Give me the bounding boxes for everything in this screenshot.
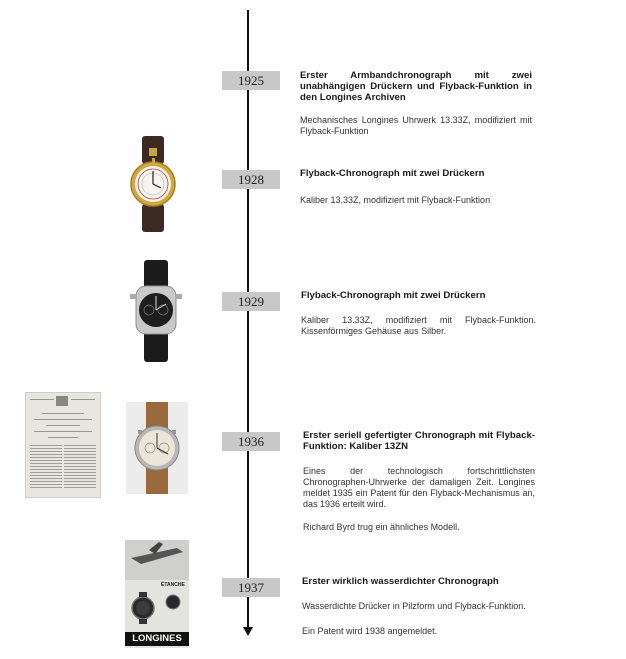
year-label-1928: 1928 [222, 170, 280, 189]
entry-text: Kaliber 13.33Z, modifiziert mit Flyback-Funktion. Kissenförmiges Gehäuse aus Silber. [301, 315, 536, 336]
timeline-arrow-head [243, 627, 253, 636]
year-label-1929: 1929 [222, 292, 280, 311]
entry-title: Erster wirklich wasserdichter Chronograph [302, 576, 499, 587]
entry-text: Richard Byrd trug ein ähnliches Modell. [303, 522, 460, 532]
entry-text: Wasserdichte Drücker in Pilzform und Flyback-Funktion. [302, 601, 526, 611]
entry-text: Ein Patent wird 1938 angemeldet. [302, 626, 438, 636]
ad-etanche-text: ÉTANCHE [161, 582, 185, 588]
year-label-1937: 1937 [222, 578, 280, 597]
year-label-1936: 1936 [222, 432, 280, 451]
timeline-axis [247, 10, 249, 628]
watch-image-1929 [128, 258, 184, 364]
timeline-entry-1925 [300, 70, 532, 137]
advertisement-image-1937 [125, 540, 189, 648]
entry-text: Kaliber 13.33Z, modifiziert mit Flyback-Funktion [300, 195, 491, 205]
timeline-entry-1929 [301, 290, 536, 337]
year-label-1925: 1925 [222, 71, 280, 90]
timeline-entry-1928 [300, 168, 532, 206]
entry-title: Flyback-Chronograph mit zwei Drückern [300, 168, 485, 179]
entry-text: Eines der technologisch fortschrittlichsten Chronographen-Uhrwerke der damaligen Zeit. Longines meldet 1935 ein Patent für den Flyback-Mechanismus an, das 1936 erteilt wird. [303, 466, 535, 509]
timeline-entry-1936 [303, 430, 535, 533]
longines-logo: LONGINES [125, 632, 189, 646]
patent-document-image [25, 392, 101, 498]
entry-title: Flyback-Chronograph mit zwei Drückern [301, 290, 486, 301]
entry-title: Erster seriell gefertigter Chronograph mit Flyback-Funktion: Kaliber 13ZN [303, 430, 535, 452]
watch-image-1936 [126, 402, 188, 494]
entry-text: Mechanisches Longines Uhrwerk 13.33Z, modifiziert mit Flyback-Funktion [300, 115, 532, 136]
timeline-entry-1937 [302, 576, 534, 637]
entry-title: Erster Armbandchronograph mit zwei unabhängigen Drückern und Flyback-Funktion in den Longines Archiven [300, 70, 532, 103]
watch-image-1928 [128, 134, 178, 234]
